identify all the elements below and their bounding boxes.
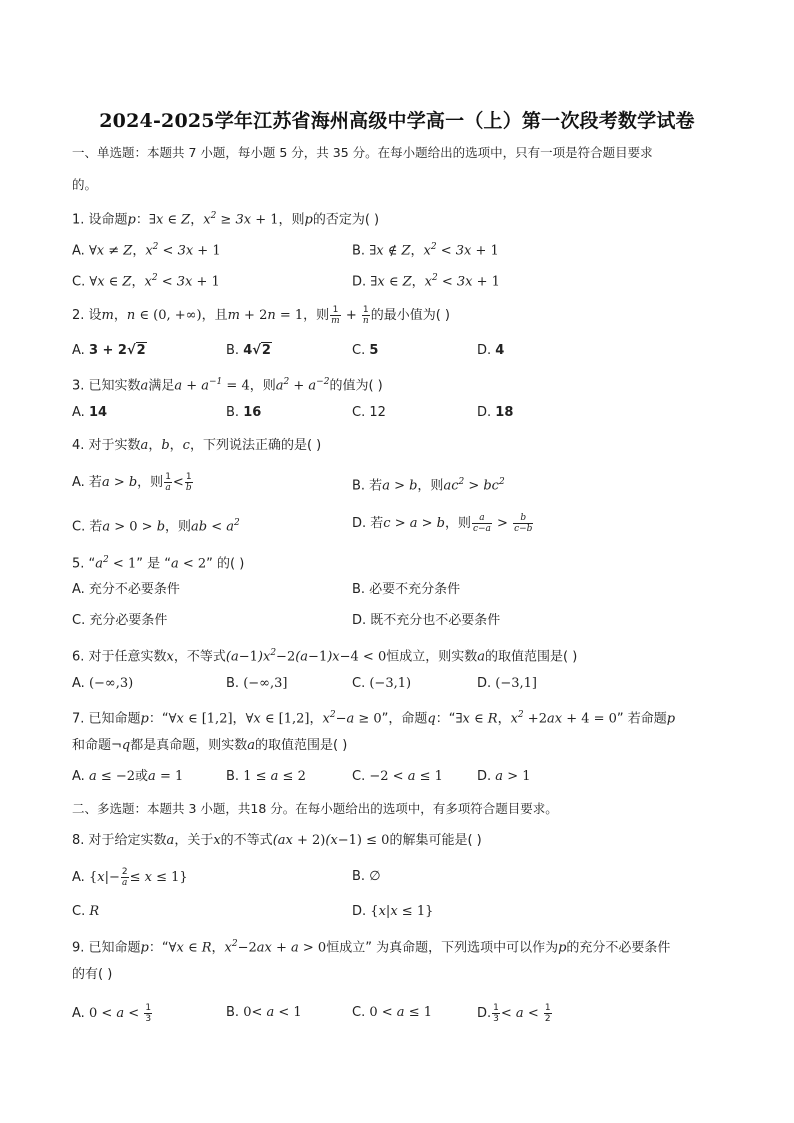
- q8-option-c: C. R: [72, 904, 100, 919]
- q8-option-d: D. {x|x ≤ 1}: [352, 904, 434, 919]
- question-7: 7. 已知命题p：“∀x ∈ [1,2]，∀x ∈ [1,2]，$x^2-a \ge 0$”，命题q：“∃x ∈ R，$x^2 +2ax + 4 = 0$” 若命题p: [72, 710, 676, 727]
- section1-heading: 一、单选题：本题共 7 小题，每小题 5 分，共 35 分。在每小题给出的选项中，只有一项是符合题目要求: [72, 145, 653, 160]
- q2-option-d: D. 4: [477, 343, 505, 358]
- question-1: 1. 设命题p：∃x ∈ Z，$x^2 \ge 3x + 1$，则p的否定为( ): [72, 211, 380, 228]
- q5-option-d: D. 既不充分也不必要条件: [352, 613, 501, 628]
- q2-option-a: A. 3 + 2√2: [72, 343, 146, 358]
- question-7-cont: 和命题¬q都是真命题，则实数a的取值范围是( ): [72, 738, 348, 753]
- q5-option-b: B. 必要不充分条件: [352, 582, 461, 597]
- section1-heading-cont: 的。: [72, 177, 98, 192]
- question-6: 6. 对于任意实数x，不等式$(a-1)x^2-2(a-1)x-4 < 0$恒成立，则实数a的取值范围是( ): [72, 648, 578, 665]
- q6-option-a: A. (−∞,3): [72, 676, 134, 691]
- question-5: 5. “$a^2 < 1$” 是 “a < 2” 的( ): [72, 555, 245, 572]
- question-3: 3. 已知实数a满足$a + a^{-1} = 4$，则$a^2 + a^{-2}$的值为( ): [72, 377, 383, 394]
- question-8: 8. 对于给定实数a，关于x的不等式(ax + 2)(x−1) ≤ 0的解集可能是( ): [72, 833, 482, 848]
- q3-option-c: C. 12: [352, 405, 386, 420]
- q4-option-c: C. 若a > 0 > b，则ab < $a^2$: [72, 518, 240, 535]
- q2-option-c: C. 5: [352, 343, 379, 358]
- q7-option-a: A. a ≤ −2或a = 1: [72, 769, 184, 784]
- q3-option-b: B. 16: [226, 405, 262, 420]
- q3-option-a: A. 14: [72, 405, 108, 420]
- q5-option-c: C. 充分必要条件: [72, 613, 168, 628]
- q9-option-a: A. 0 < a < $\frac{1}{3}$: [72, 1003, 152, 1024]
- q9-option-b: B. 0< a < 1: [226, 1005, 302, 1020]
- question-4: 4. 对于实数a，b，c，下列说法正确的是( ): [72, 438, 322, 453]
- q6-option-d: D. (−3,1]: [477, 676, 538, 691]
- q7-option-d: D. a > 1: [477, 769, 531, 784]
- q7-option-c: C. −2 < a ≤ 1: [352, 769, 443, 784]
- q8-option-b: B. ∅: [352, 869, 381, 884]
- q1-option-d: D. ∃x ∈ Z，$x^2 < 3x + 1$: [352, 273, 500, 290]
- q1-option-c: C. ∀x ∈ Z，$x^2 < 3x + 1$: [72, 273, 220, 290]
- question-9: 9. 已知命题p：“∀x ∈ R，$x^2-2ax + a > 0$恒成立” 为真命题，下列选项中可以作为p的充分不必要条件: [72, 939, 671, 956]
- q4-option-a: A. 若a > b，则 $\frac{1}{a}$ < $\frac{1}{b}$: [72, 472, 192, 493]
- q6-option-b: B. (−∞,3]: [226, 676, 288, 691]
- q1-option-b: B. ∃x ∉ Z，$x^2 < 3x + 1$: [352, 242, 499, 259]
- q3-option-d: D. 18: [477, 405, 514, 420]
- question-9-cont: 的有( ): [72, 967, 113, 982]
- section2-heading: 二、多选题：本题共 3 小题，共18 分。在每小题给出的选项中，有多项符合题目要求。: [72, 801, 558, 816]
- q5-option-a: A. 充分不必要条件: [72, 582, 180, 597]
- q9-option-d: D. $\frac{1}{3}$ < a < $\frac{1}{2}$: [477, 1003, 551, 1024]
- q7-option-b: B. 1 ≤ a ≤ 2: [226, 769, 306, 784]
- q2-option-b: B. 4√2: [226, 343, 271, 358]
- q4-option-b: B. 若a > b，则$ac^2 > bc^2$: [352, 477, 505, 494]
- q1-option-a: A. ∀x ≠ Z，$x^2 < 3x + 1$: [72, 242, 221, 259]
- q9-option-c: C. 0 < a ≤ 1: [352, 1005, 432, 1020]
- question-2: 2. 设m，n ∈ (0, +∞)，且m + 2n = 1，则 $\frac{1}{m}$ + $\frac{1}{n}$ 的最小值为( ): [72, 305, 450, 326]
- q8-option-a: A. {x|− $\frac{2}{a}$ ≤ x ≤ 1}: [72, 867, 188, 888]
- q6-option-c: C. (−3,1): [352, 676, 412, 691]
- q4-option-d: D. 若c > a > b，则 $\frac{a}{c-a}$ > $\frac{b}{c-b}$: [352, 513, 533, 534]
- exam-title: 2024-2025学年江苏省海州高级中学高一（上）第一次段考数学试卷: [99, 110, 695, 132]
